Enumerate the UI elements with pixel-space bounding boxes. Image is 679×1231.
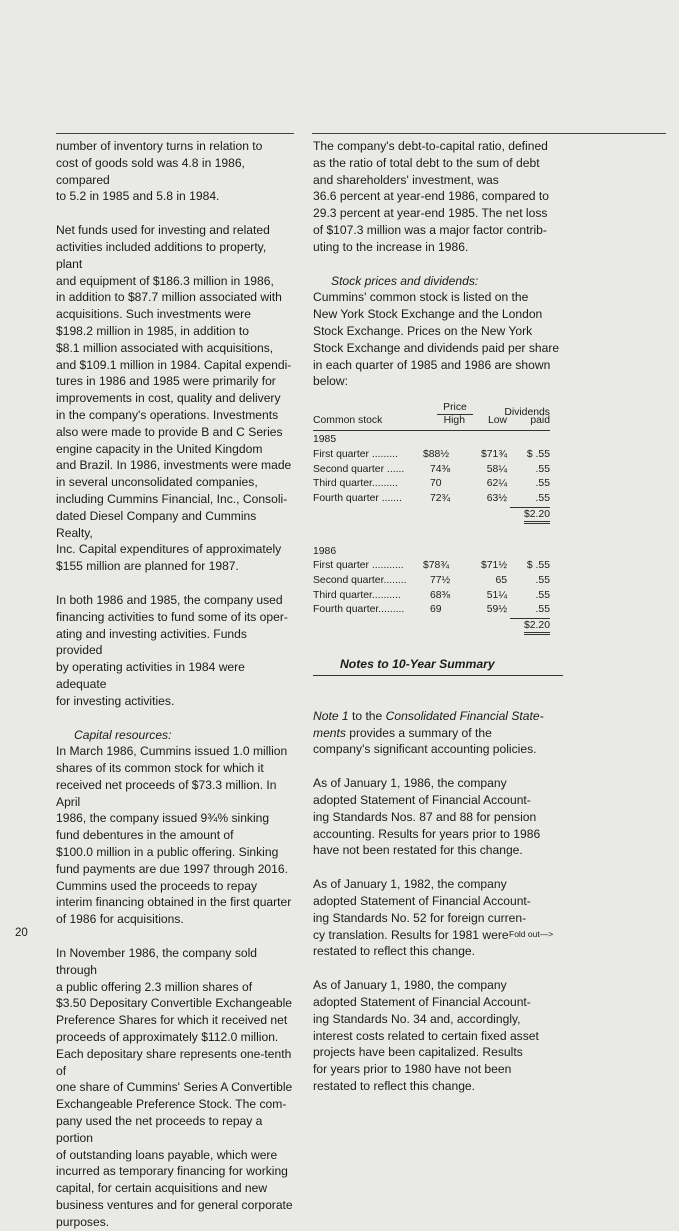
quarter-label: Fourth quarter ....... <box>313 492 402 504</box>
high-price: 77½ <box>430 575 451 586</box>
high-price: 69 <box>430 604 442 616</box>
quarter-label: First quarter ......... <box>313 448 398 460</box>
low-price: 65 <box>495 575 507 586</box>
high-price: 74⅜ <box>430 463 451 475</box>
right-column <box>313 138 563 1095</box>
stock-listing-paragraph: Cummins' common stock is listed on the New York Stock Exchange and the London Stock Exchange. Prices on the New York Stock Exchange and dividends paid per share in each quarter of 1985 and 1986 are shown below: <box>313 290 560 389</box>
note-1-connector: to the <box>348 708 386 723</box>
quarter-label: Third quarter......... <box>313 478 398 490</box>
dividend-paid: .55 <box>510 492 550 508</box>
table-header <box>313 400 550 431</box>
quarter-label: First quarter ........... <box>313 560 404 572</box>
low-price: 62¼ <box>486 478 507 490</box>
paid-header: paid <box>530 415 550 427</box>
year-label: 1986 <box>313 545 337 557</box>
common-stock-header: Common stock <box>313 415 383 427</box>
high-price: $78¾ <box>423 560 450 572</box>
dividend-paid: .55 <box>510 603 550 619</box>
table-row <box>313 589 550 604</box>
preference-shares-paragraph: In November 1986, the company sold through a public offering 2.3 million shares of $3.50 Depositary Convertible Exchangeable Preference Shares for which it received net proceeds of approximately $112.0 million. Each depositary share represents one-tenth of one share of Cummins' Series A Convertible Exchangeable Preference Stock. The com- pany used the net proceeds to repay a portion of outstanding loans payable, which were incurred as temporary financing for working capital, for certain acquisitions and new business ventures and for general corporate purposes. <box>56 946 293 1229</box>
inventory-turns-paragraph: number of inventory turns in relation to cost of goods sold was 4.8 in 1986, compared to 5.2 in 1985 and 5.8 in 1984. <box>56 139 263 204</box>
quarter-label: Second quarter........ <box>313 575 407 586</box>
stock-issue-paragraph: In March 1986, Cummins issued 1.0 million shares of its common stock for which it received net proceeds of $73.3 million. In April 1986, the company issued 9¾% sinking fund debentures in the amount of $100.0 million in a public offering. Sinking fund payments are due 1997 through 2016. Cummins used the proceeds to repay interim financing obtained in the first quarter of 1986 for acquisitions. <box>56 744 292 927</box>
high-price: $88½ <box>423 448 450 460</box>
table-row <box>313 492 550 507</box>
high-price: 68⅜ <box>430 589 451 601</box>
notes-section-title: Notes to 10-Year Summary <box>313 656 563 676</box>
quarter-label: Fourth quarter......... <box>313 604 405 616</box>
dividend-paid: .55 <box>535 575 550 586</box>
financial-statements-reference: Consolidated Financial State- ments <box>313 708 544 740</box>
capitalized-interest-paragraph: As of January 1, 1980, the company adopted Statement of Financial Account- ing Standards No. 34 and, accordingly, interest costs related to certain fixed asset projects have been capitalized. Results for years prior to 1980 have not been restated to reflect this change. <box>313 978 539 1093</box>
dividend-total: $2.20 <box>524 619 550 635</box>
table-row <box>313 559 550 574</box>
quarter-label: Second quarter ...... <box>313 463 405 475</box>
stock-prices-heading: Stock prices and dividends: <box>331 273 479 288</box>
year-label: 1985 <box>313 434 337 446</box>
dividends-header: Dividends <box>504 407 550 419</box>
dividend-total-row <box>313 618 550 634</box>
high-price: 72¾ <box>430 492 451 504</box>
top-rule-left <box>56 133 294 134</box>
table-row <box>313 477 550 492</box>
dividend-paid: .55 <box>535 589 550 601</box>
low-price: 51¼ <box>486 589 507 601</box>
table-row <box>313 448 550 463</box>
page-number: 20 <box>15 927 28 939</box>
financing-activities-paragraph: In both 1986 and 1985, the company used financing activities to fund some of its oper- ating and investing activities. Funds provided by operating activities in 1984 were adequate for investing activities. <box>56 592 288 708</box>
low-price: $71¾ <box>480 448 507 460</box>
dividend-paid: $ .55 <box>526 560 550 572</box>
low-price: 63½ <box>486 492 507 504</box>
dividend-total: $2.20 <box>524 508 550 524</box>
high-price: 70 <box>430 478 442 490</box>
price-header-group <box>431 402 511 415</box>
table-row <box>313 603 550 618</box>
table-row <box>313 463 550 478</box>
high-header: High <box>443 415 465 427</box>
price-header: Price <box>437 402 473 415</box>
dividend-paid: .55 <box>535 463 550 475</box>
currency-translation-paragraph: As of January 1, 1982, the company adopted Statement of Financial Account- ing Standards No. 52 for foreign curren- cy translation. Results for 1981 were restated to reflect this change. <box>313 877 531 959</box>
dividend-total-row <box>313 507 550 523</box>
quarter-label: Third quarter.......... <box>313 589 401 601</box>
low-price: 59½ <box>486 604 507 616</box>
stock-price-table <box>313 400 550 634</box>
low-price: $71½ <box>480 560 507 572</box>
table-row <box>313 574 550 589</box>
dividend-paid: $ .55 <box>526 448 550 460</box>
note-1-paragraph <box>313 708 563 758</box>
capital-resources-heading: Capital resources: <box>74 727 172 742</box>
fold-out-label: Fold out—> <box>509 929 554 939</box>
dividend-paid: .55 <box>535 478 550 490</box>
debt-to-capital-paragraph: The company's debt-to-capital ratio, defined as the ratio of total debt to the sum of debt and shareholders' investment, was 36.6 percent at year-end 1986, compared to 29.3 percent at year-end 1985. The net loss of $107.3 million was a major factor contrib- uting to the increase in 1986. <box>313 139 549 254</box>
low-header: Low <box>487 415 507 427</box>
note-1-reference: Note 1 <box>313 708 349 723</box>
low-price: 58¼ <box>486 463 507 475</box>
left-column <box>56 138 294 1231</box>
top-rule-right <box>312 133 666 134</box>
investing-activities-paragraph: Net funds used for investing and related activities included additions to property, plant and equipment of $186.3 million in 1986, in addition to $87.7 million associated with acquisitions. Such investments were $198.2 million in 1985, in addition to $8.1 million associated with acquisitions, and $109.1 million in 1984. Capital expendi- tures in 1986 and 1985 were primarily for improvements in cost, quality and delivery in the company's operations. Investments also were made to provide B and C Series engine capacity in the United Kingdom and Brazil. In 1986, investments were made in several unconsolidated companies, including Cummins Financial, Inc., Consoli- dated Diesel Company and Cummins Realty, Inc. Capital expenditures of approximately $155 million are planned for 1987. <box>56 223 292 574</box>
note-1-remainder: provides a summary of the company's significant accounting policies. <box>313 725 537 757</box>
pension-accounting-paragraph: As of January 1, 1986, the company adopted Statement of Financial Account- ing Standards Nos. 87 and 88 for pension accounting. Results for years prior to 1986 have not been restated for this change. <box>313 776 541 858</box>
